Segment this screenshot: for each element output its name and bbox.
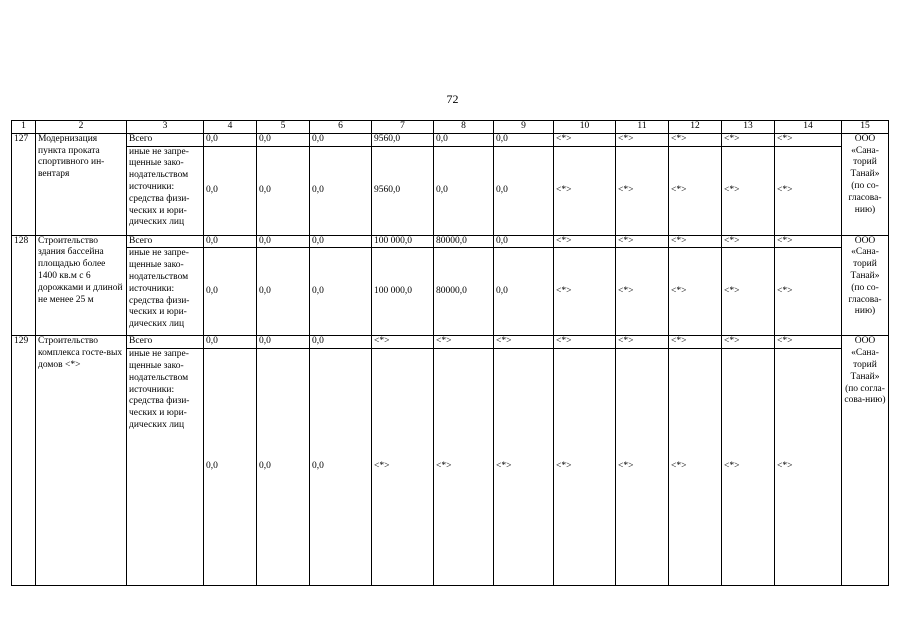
total-value-cell: 0,0 [494,133,554,146]
sources-value-cell: 0,0 [257,248,310,336]
sources-value-cell: <*> [372,349,434,586]
sources-value-cell: 0,0 [204,349,257,586]
column-header: 7 [372,121,434,134]
table-row-sources [12,349,889,586]
column-header: 9 [494,121,554,134]
funding-total-label: Всего [127,133,204,146]
row-number: 128 [12,235,36,336]
total-value-cell: 0,0 [310,336,372,349]
column-header: 5 [257,121,310,134]
column-header: 11 [616,121,669,134]
total-value-cell: <*> [722,336,775,349]
total-value-cell: 0,0 [257,336,310,349]
sources-value-cell: <*> [722,248,775,336]
sources-value-cell: <*> [669,248,722,336]
total-value-cell: 100 000,0 [372,235,434,248]
column-header: 4 [204,121,257,134]
executor-cell: ООО «Сана-торий Танай» (по со-гласова-нию) [842,133,889,235]
total-value-cell: <*> [616,235,669,248]
total-value-cell: <*> [434,336,494,349]
sources-value-cell: 0,0 [494,248,554,336]
sources-value-cell: <*> [616,146,669,235]
column-header: 14 [775,121,842,134]
total-value-cell: <*> [554,235,616,248]
column-header: 3 [127,121,204,134]
total-value-cell: <*> [494,336,554,349]
total-value-cell: <*> [669,133,722,146]
table-row-total [12,235,889,248]
measure-name: Модернизация пункта проката спортивного ин-вентаря [36,133,127,235]
sources-value-cell: 0,0 [257,349,310,586]
column-header: 13 [722,121,775,134]
sources-value-cell: <*> [775,146,842,235]
sources-value-cell: <*> [554,146,616,235]
total-value-cell: 0,0 [257,235,310,248]
sources-value-cell: 100 000,0 [372,248,434,336]
funding-sources-label: иные не запре-щенные зако-нодательством источники: средства физи-ческих и юри-дических лиц [127,349,204,586]
row-number: 127 [12,133,36,235]
total-value-cell: <*> [554,133,616,146]
sources-value-cell: 0,0 [434,146,494,235]
column-header: 8 [434,121,494,134]
measure-name: Строительство комплекса госте-вых домов <*> [36,336,127,586]
sources-value-cell: <*> [669,146,722,235]
total-value-cell: 0,0 [310,133,372,146]
sources-value-cell: <*> [722,349,775,586]
sources-value-cell: 0,0 [204,248,257,336]
row-number: 129 [12,336,36,586]
total-value-cell: <*> [616,133,669,146]
column-header: 12 [669,121,722,134]
sources-value-cell: 9560,0 [372,146,434,235]
table-row-sources [12,146,889,235]
funding-sources-label: иные не запре-щенные зако-нодательством источники: средства физи-ческих и юри-дических лиц [127,146,204,235]
table-row-total [12,336,889,349]
total-value-cell: <*> [775,336,842,349]
total-value-cell: 0,0 [494,235,554,248]
total-value-cell: <*> [722,133,775,146]
column-header: 2 [36,121,127,134]
total-value-cell: 0,0 [434,133,494,146]
total-value-cell: <*> [669,235,722,248]
executor-cell: ООО «Сана-торий Танай» (по со-гласова-нию) [842,235,889,336]
sources-value-cell: 0,0 [310,248,372,336]
sources-value-cell: <*> [494,349,554,586]
funding-total-label: Всего [127,336,204,349]
total-value-cell: <*> [554,336,616,349]
total-value-cell: 0,0 [204,133,257,146]
sources-value-cell: 0,0 [257,146,310,235]
sources-value-cell: <*> [554,248,616,336]
table-row-sources [12,248,889,336]
total-value-cell: 0,0 [204,336,257,349]
sources-value-cell: <*> [554,349,616,586]
sources-value-cell: <*> [775,248,842,336]
total-value-cell: 9560,0 [372,133,434,146]
table-row-total [12,133,889,146]
column-header: 15 [842,121,889,134]
executor-cell: ООО «Сана-торий Танай» (по согла-сова-нию) [842,336,889,586]
total-value-cell: 0,0 [204,235,257,248]
column-header: 6 [310,121,372,134]
sources-value-cell: 0,0 [310,146,372,235]
sources-value-cell: <*> [616,349,669,586]
total-value-cell: <*> [616,336,669,349]
total-value-cell: <*> [722,235,775,248]
column-number-header-row [12,121,889,134]
sources-value-cell: 80000,0 [434,248,494,336]
total-value-cell: <*> [775,235,842,248]
sources-value-cell: <*> [775,349,842,586]
column-header: 10 [554,121,616,134]
total-value-cell: <*> [669,336,722,349]
sources-value-cell: <*> [669,349,722,586]
total-value-cell: <*> [775,133,842,146]
total-value-cell: 0,0 [257,133,310,146]
sources-value-cell: 0,0 [310,349,372,586]
column-header: 1 [12,121,36,134]
page-number: 72 [446,92,459,106]
funding-total-label: Всего [127,235,204,248]
sources-value-cell: <*> [616,248,669,336]
sources-value-cell: <*> [722,146,775,235]
measure-name: Строительство здания бассейна площадью более 1400 кв.м с 6 дорожками и длиной не менее 25 м [36,235,127,336]
sources-value-cell: 0,0 [204,146,257,235]
sources-value-cell: <*> [434,349,494,586]
total-value-cell: 0,0 [310,235,372,248]
sources-value-cell: 0,0 [494,146,554,235]
program-table [11,120,889,586]
funding-sources-label: иные не запре-щенные зако-нодательством источники: средства физи-ческих и юри-дических лиц [127,248,204,336]
total-value-cell: <*> [372,336,434,349]
total-value-cell: 80000,0 [434,235,494,248]
